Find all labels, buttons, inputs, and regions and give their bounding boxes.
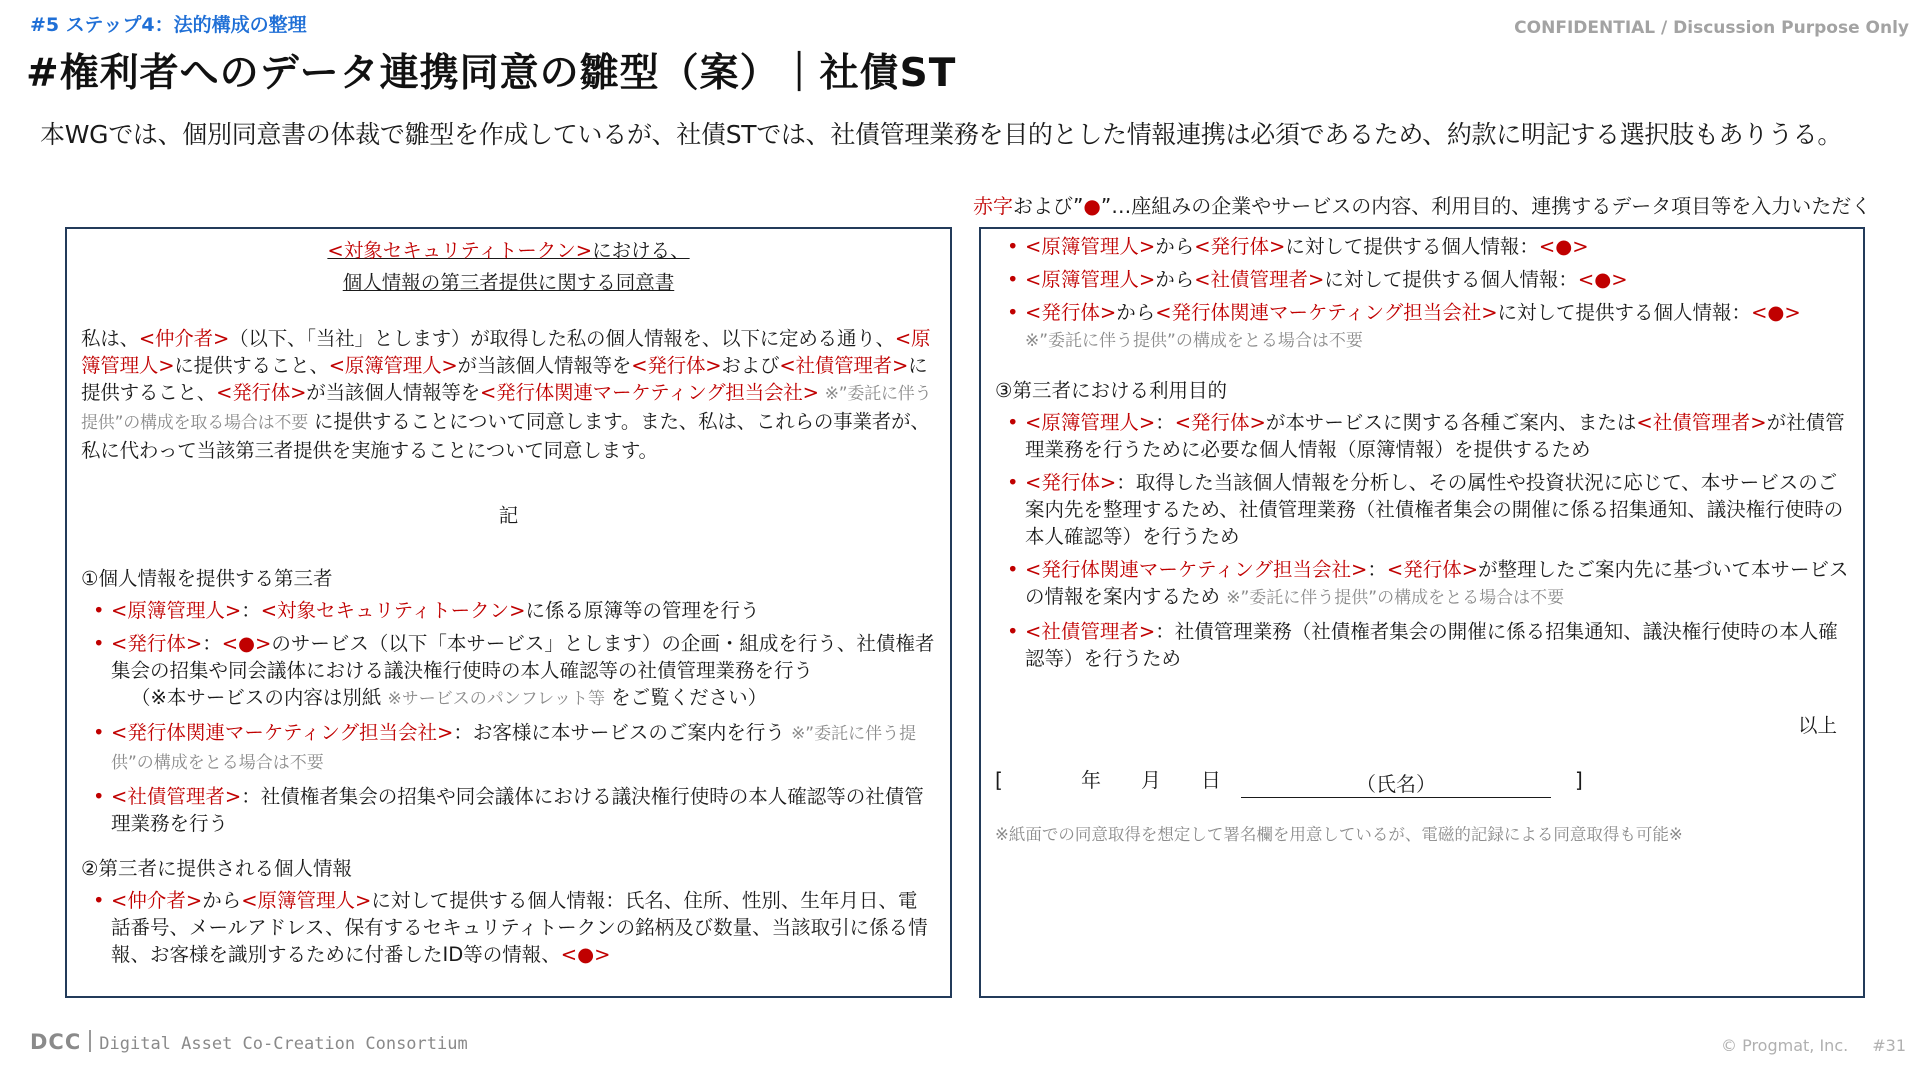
page-number: #31	[1872, 1036, 1906, 1055]
name-label: （氏名）	[1356, 772, 1436, 796]
instruction-note	[973, 190, 1871, 219]
consent-form-left-panel	[65, 227, 952, 998]
list-item: • <発行体>：取得した当該個人情報を分析し、その属性や投資状況に応じて、本サービスのご案内先を整理するため、社債管理業務（社債権者集会の開催に係る招集通知、議決権行使時の本人確認等）を行うため	[995, 469, 1849, 550]
list-item: • <社債管理者>：社債管理業務（社債権者集会の開催に係る招集通知、議決権行使時の本人確認等）を行うため	[995, 618, 1849, 672]
ki-marker: 記	[498, 504, 519, 527]
dcc-logo-mark: DCC	[30, 1030, 82, 1054]
day-label: 日	[1201, 768, 1221, 792]
section-heading-personal-info: ②第三者に提供される個人情報	[81, 857, 352, 880]
section-heading-third-parties: ①個人情報を提供する第三者	[81, 567, 333, 590]
dcc-logo	[30, 1030, 468, 1054]
year-label: 年	[1081, 768, 1101, 792]
copyright-text: © Progmat, Inc.	[1721, 1036, 1849, 1055]
consent-form-title	[81, 235, 936, 299]
list-item: • <発行体関連マーケティング担当会社>：お客様に本サービスのご案内を行う ※”委託に伴う提供”の構成をとる場合は不要	[81, 719, 936, 777]
electronic-consent-note: ※紙面での同意取得を想定して署名欄を用意しているが、電磁的記録による同意取得も可能※	[995, 825, 1683, 844]
logo-divider	[89, 1030, 91, 1052]
red-dot-icon: ●	[1083, 194, 1101, 218]
list-item: • <発行体関連マーケティング担当会社>：<発行体>が整理したご案内先に基づいて本サービスの情報を案内するため ※”委託に伴う提供”の構成をとる場合は不要	[995, 556, 1849, 612]
list-item: • <仲介者>から<原簿管理人>に対して提供する個人情報：氏名、住所、性別、生年月日、電話番号、メールアドレス、保有するセキュリティトークンの銘柄及び数量、当該取引に係る情報、お客様を識別するために付番したID等の情報、<●>	[81, 887, 936, 968]
signature-field[interactable]	[995, 767, 1849, 799]
personal-info-list	[81, 887, 936, 968]
personal-info-list-continued	[995, 233, 1849, 355]
title-suffix: における、	[592, 239, 690, 262]
title-red-placeholder: <対象セキュリティトークン>	[327, 239, 593, 262]
title-line2: 個人情報の第三者提供に関する同意書	[342, 271, 675, 294]
list-item: • <原簿管理人>から<社債管理者>に対して提供する個人情報：<●>	[995, 266, 1849, 293]
list-item: • <発行体>：<●>のサービス（以下「本サービス」とします）の企画・組成を行う、社債権者集会の招集や同会議体における議決権行使時の本人確認等の社債管理業務を行う （※本サービスの内容は別紙 ※サービスのパンフレット等 をご覧ください）	[81, 630, 936, 713]
inline-note: ※”委託に伴う提供”の構成を取る場合は不要	[81, 384, 932, 433]
month-label: 月	[1141, 768, 1161, 792]
list-item: • <原簿管理人>：<発行体>が本サービスに関する各種ご案内、または<社債管理者>が社債管理業務を行うために必要な個人情報（原簿情報）を提供するため	[995, 409, 1849, 463]
third-party-list	[81, 597, 936, 837]
instruction-red-word: 赤字	[973, 194, 1013, 218]
consent-form-right-panel	[979, 227, 1865, 998]
purpose-list	[995, 409, 1849, 672]
summary-text: 本WGでは、個別同意書の体裁で雛型を作成しているが、社債STでは、社債管理業務を目的とした情報連携は必須であるため、約款に明記する選択肢もありうる。	[40, 120, 1843, 149]
closing-ijo: 以上	[1797, 714, 1837, 737]
list-item: • <原簿管理人>から<発行体>に対して提供する個人情報：<●>	[995, 233, 1849, 260]
dcc-logo-fullname: Digital Asset Co-Creation Consortium	[99, 1034, 468, 1054]
section-heading-purpose: ③第三者における利用目的	[995, 379, 1227, 402]
instruction-text: および”	[1013, 194, 1084, 218]
page-title: #権利者へのデータ連携同意の雛型（案）｜社債ST	[26, 51, 957, 96]
instruction-text-rest: ”…座組みの企業やサービスの内容、利用目的、連携するデータ項目等を入力いただく	[1100, 194, 1872, 218]
consent-paragraph: 私は、<仲介者>（以下、「当社」とします）が取得した私の個人情報を、以下に定める通り、<原簿管理人>に提供すること、<原簿管理人>が当該個人情報等を<発行体>および<社債管理者>に提供すること、<発行体>が当該個人情報等を<発行体関連マーケティング担当会社> ※”委託に伴う提供”の構成を取る場合は不要 に提供することについて同意します。また、私は、これらの事業者が、私に代わって当該第三者提供を実施することについて同意します。	[81, 327, 932, 462]
bracket-close: ]	[1575, 768, 1583, 792]
bracket-open: [	[995, 768, 1003, 792]
confidential-label: CONFIDENTIAL / Discussion Purpose Only	[1514, 18, 1909, 38]
list-item: • <社債管理者>：社債権者集会の招集や同会議体における議決権行使時の本人確認等の社債管理業務を行う	[81, 783, 936, 837]
list-item: • <原簿管理人>：<対象セキュリティトークン>に係る原簿等の管理を行う	[81, 597, 936, 624]
list-item: • <発行体>から<発行体関連マーケティング担当会社>に対して提供する個人情報：<●> ※”委託に伴う提供”の構成をとる場合は不要	[995, 299, 1849, 355]
section-step-label: #5 ステップ4：法的構成の整理	[30, 14, 307, 36]
name-signature-line[interactable]	[1241, 771, 1551, 798]
